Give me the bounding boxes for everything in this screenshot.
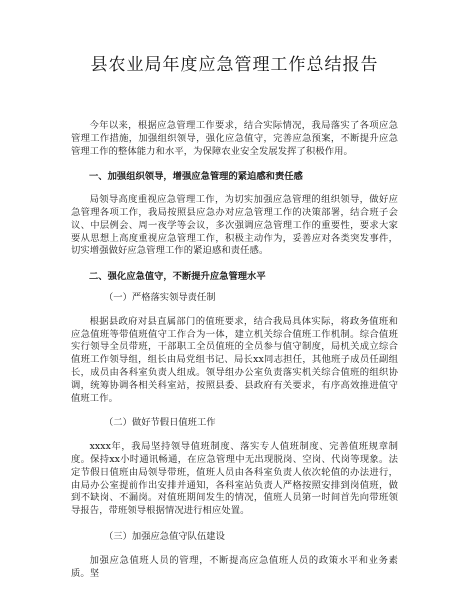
- section-1-heading: 一、加强组织领导，增强应急管理的紧迫感和责任感: [89, 171, 303, 183]
- intro-paragraph: 今年以来，根据应急管理工作要求，结合实际情况，我局落实了各项应急管理工作措施，加强组织领导，强化应急值守，完善应急预案，不断提升应急管理工作的整体能力和水平，为保障农业安全发展发挥了积极作用。: [71, 120, 398, 157]
- subsection-3-paragraph: 加强应急值班人员的管理，不断提高应急值班人员的政策水平和业务素质。坚: [71, 554, 398, 579]
- subsection-1-paragraph: 根据县政府对县直属部门的值班要求，结合我局具体实际，将政务值班和应急值班等带值班值守工作合为一体，建立机关综合值班工作机制。综合值班实行领导全员带班，干部职工全员值班的全员参与值守制度，局机关成立综合值班工作领导组，组长由局党组书记、局长xx同志担任，其他班子成员任副组长，成员由各科室负责人组成。领导组办公室负责落实机关综合值班的组织协调，统筹协调各相关科室站，按照县委、县政府有关要求，有序高效推进值守值班工作。: [71, 315, 398, 404]
- subsection-2-heading: （二）做好节假日值班工作: [104, 417, 216, 429]
- section-2-heading: 二、强化应急值守，不断提升应急管理水平: [89, 271, 266, 283]
- section-1-paragraph: 局领导高度重视应急管理工作，为切实加强应急管理的组织领导，做好应急管理各项工作，我局按照县应急办对应急管理工作的决策部署，结合班子会议、中层例会、周一夜学等会议，多次强调应急管理工作的重要性，要求大家要从思想上高度重视应急管理工作，积极主动作为，妥善应对各类突发事件，切实增强做好应急管理工作的紧迫感和责任感。: [71, 194, 398, 257]
- subsection-1-heading: （一）严格落实领导责任制: [104, 291, 216, 303]
- subsection-3-heading: （三）加强应急值守队伍建设: [104, 530, 225, 542]
- subsection-2-paragraph: xxxx年，我局坚持领导值班制度、落实专人值班制度、完善值班规章制度。保持xx小时通讯畅通，在应急管理中无出现脱岗、空岗、代岗等现象。法定节假日值班由局领导带班，值班人员由各科室负责人依次轮值的办法进行，由局办公室提前作出安排并通知，各科室站负责人严格按照安排到岗值班，做到不缺岗、不漏岗。对值班期间发生的情况，值班人员第一时间首先向带班领导报告，带班领导根据情况进行相应处置。: [71, 441, 398, 517]
- document-title: 县农业局年度应急管理工作总结报告: [90, 55, 379, 75]
